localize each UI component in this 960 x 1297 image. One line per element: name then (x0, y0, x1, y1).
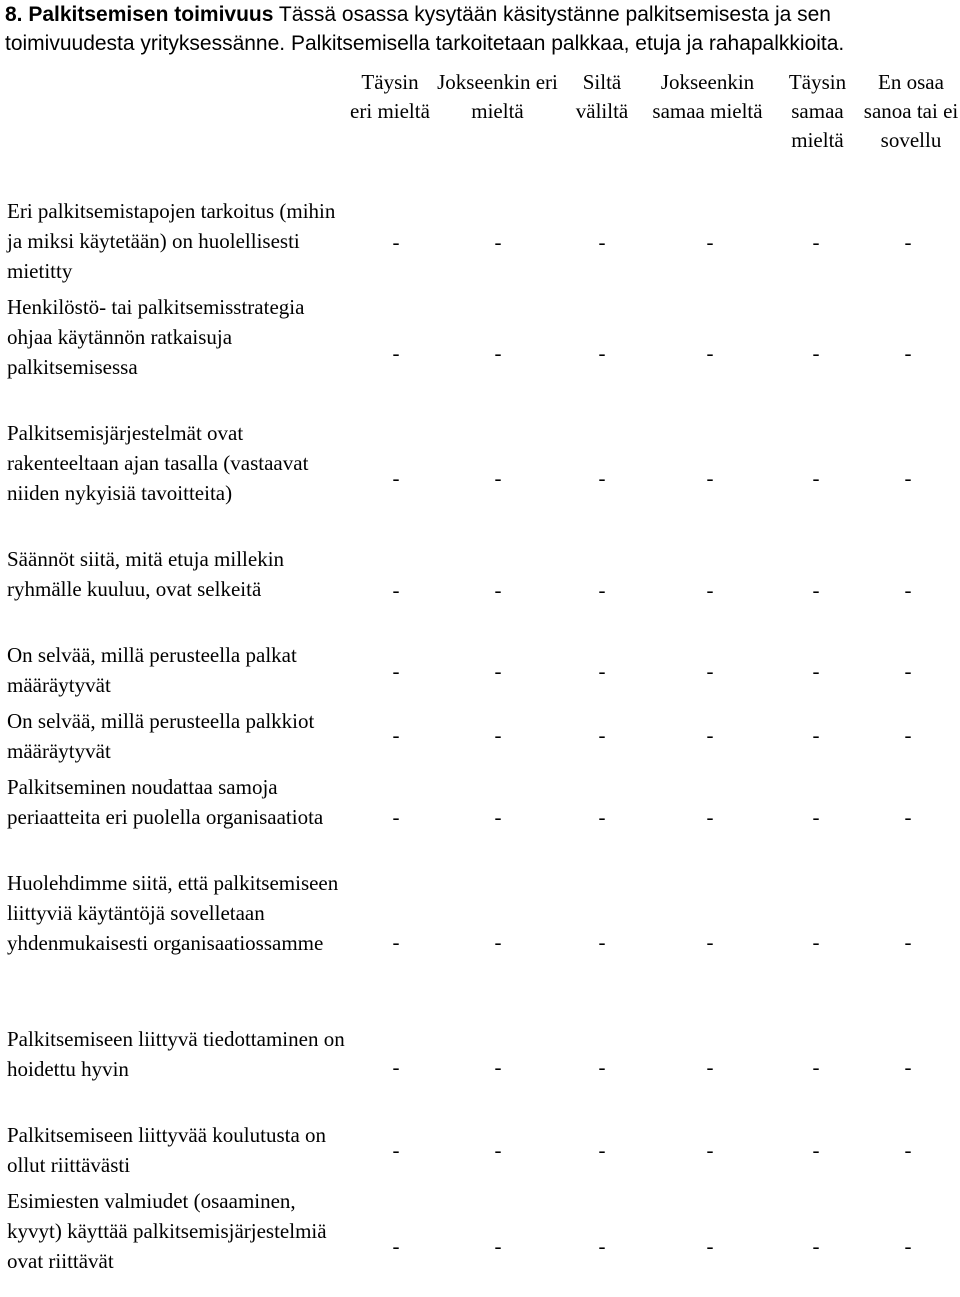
answer-cell-2: - (494, 930, 502, 954)
answer-cell-6: - (904, 1055, 912, 1079)
answer-cell-1: - (392, 723, 400, 747)
answer-cell-5: - (812, 1138, 820, 1162)
answer-cell-5: - (812, 578, 820, 602)
answer-cell-3: - (598, 1234, 606, 1258)
answer-cell-5: - (812, 341, 820, 365)
answer-cell-6: - (904, 1138, 912, 1162)
answer-cell-4: - (706, 1138, 714, 1162)
statement-label: On selvää, millä perusteella palkat määräytyvät (7, 643, 297, 697)
answer-cell-6: - (904, 578, 912, 602)
answer-cell-4: - (706, 723, 714, 747)
scale-header-3: Siltä väliltä (575, 70, 629, 123)
answer-cell-3: - (598, 341, 606, 365)
answer-cell-1: - (392, 805, 400, 829)
answer-cell-5: - (812, 805, 820, 829)
section-title: 8. Palkitsemisen toimivuus (5, 3, 274, 26)
answer-cell-6: - (904, 659, 912, 683)
answer-cell-3: - (598, 230, 606, 254)
answer-cell-1: - (392, 1234, 400, 1258)
answer-cell-3: - (598, 930, 606, 954)
answer-cell-1: - (392, 1055, 400, 1079)
answer-cell-3: - (598, 805, 606, 829)
section-intro (5, 0, 955, 58)
answer-cell-2: - (494, 466, 502, 490)
statement-label: Eri palkitsemistapojen tarkoitus (mihin ja miksi käytetään) on huolellisesti mietitty (7, 199, 336, 283)
statement-label: Säännöt siitä, mitä etuja millekin ryhmälle kuuluu, ovat selkeitä (7, 547, 285, 601)
answer-cell-3: - (598, 1055, 606, 1079)
answer-cell-6: - (904, 341, 912, 365)
answer-cell-2: - (494, 578, 502, 602)
statement-label: Palkitseminen noudattaa samoja periaatteita eri puolella organisaatiota (7, 775, 324, 829)
answer-cell-1: - (392, 659, 400, 683)
statement-label: Esimiesten valmiudet (osaaminen, kyvyt) käyttää palkitsemisjärjestelmiä ovat riittävät (7, 1189, 327, 1273)
answer-cell-6: - (904, 466, 912, 490)
answer-cell-3: - (598, 659, 606, 683)
answer-cell-1: - (392, 466, 400, 490)
answer-cell-2: - (494, 659, 502, 683)
answer-cell-4: - (706, 230, 714, 254)
answer-cell-2: - (494, 1138, 502, 1162)
statement-label: Huolehdimme siitä, että palkitsemiseen liittyviä käytäntöjä sovelletaan yhdenmukaisesti organisaatiossamme (7, 871, 339, 955)
answer-cell-6: - (904, 930, 912, 954)
statement-label: Palkitsemisjärjestelmät ovat rakenteeltaan ajan tasalla (vastaavat niiden nykyisiä tavoitteita) (7, 421, 309, 505)
section-description: Tässä osassa kysytään käsitystänne palkitsemisesta ja sen toimivuudesta yrityksessänne. Palkitsemisella tarkoitetaan palkkaa, etuja ja rahapalkkioita. (5, 3, 845, 55)
answer-cell-4: - (706, 930, 714, 954)
answer-cell-4: - (706, 466, 714, 490)
statement-label: On selvää, millä perusteella palkkiot määräytyvät (7, 709, 315, 763)
answer-cell-3: - (598, 723, 606, 747)
answer-cell-2: - (494, 341, 502, 365)
answer-cell-4: - (706, 659, 714, 683)
statement-label: Palkitsemiseen liittyvä tiedottaminen on hoidettu hyvin (7, 1027, 345, 1081)
scale-header-1: Täysin eri mieltä (350, 70, 430, 123)
answer-cell-4: - (706, 1234, 714, 1258)
answer-cell-2: - (494, 1234, 502, 1258)
answer-cell-4: - (706, 341, 714, 365)
answer-cell-6: - (904, 723, 912, 747)
answer-cell-4: - (706, 805, 714, 829)
answer-cell-4: - (706, 1055, 714, 1079)
answer-cell-5: - (812, 659, 820, 683)
answer-cell-3: - (598, 1138, 606, 1162)
answer-cell-5: - (812, 1055, 820, 1079)
answer-cell-2: - (494, 1055, 502, 1079)
answer-cell-5: - (812, 930, 820, 954)
answer-cell-6: - (904, 230, 912, 254)
answer-cell-1: - (392, 341, 400, 365)
answer-cell-2: - (494, 723, 502, 747)
answer-cell-3: - (598, 466, 606, 490)
scale-header-4: Jokseenkin samaa mieltä (652, 70, 763, 123)
answer-cell-5: - (812, 1234, 820, 1258)
answer-cell-2: - (494, 230, 502, 254)
answer-cell-5: - (812, 466, 820, 490)
scale-header-6: En osaa sanoa tai ei sovellu (863, 70, 959, 152)
answer-cell-1: - (392, 1138, 400, 1162)
answer-cell-4: - (706, 578, 714, 602)
answer-cell-1: - (392, 230, 400, 254)
answer-cell-5: - (812, 723, 820, 747)
answer-cell-6: - (904, 805, 912, 829)
scale-header-2: Jokseenkin eri mieltä (437, 70, 558, 123)
scale-header-5: Täysin samaa mieltä (788, 70, 847, 152)
statement-label: Henkilöstö- tai palkitsemisstrategia ohjaa käytännön ratkaisuja palkitsemisessa (7, 295, 305, 379)
answer-cell-1: - (392, 930, 400, 954)
answer-cell-5: - (812, 230, 820, 254)
answer-cell-2: - (494, 805, 502, 829)
answer-cell-1: - (392, 578, 400, 602)
answer-cell-3: - (598, 578, 606, 602)
answer-cell-6: - (904, 1234, 912, 1258)
statement-label: Palkitsemiseen liittyvää koulutusta on ollut riittävästi (7, 1123, 327, 1177)
